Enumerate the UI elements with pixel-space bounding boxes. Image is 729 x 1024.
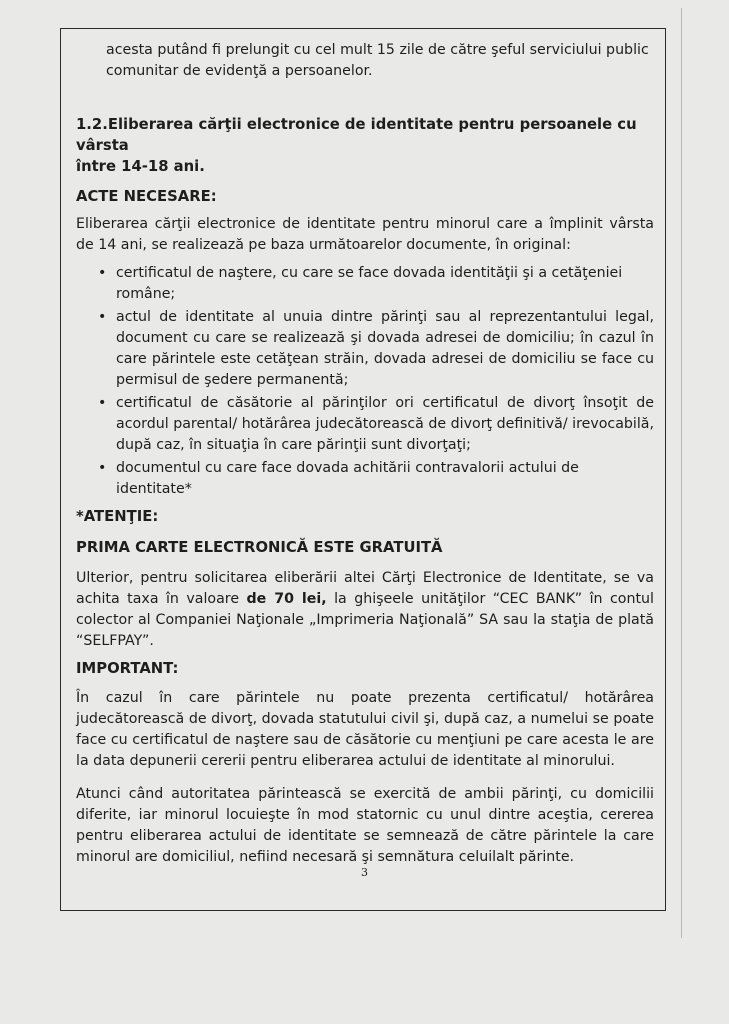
acte-necesare-heading: ACTE NECESARE: <box>76 188 217 205</box>
list-item <box>76 263 654 305</box>
atunci-paragraph: Atunci când autoritatea părintească se exercită de ambii părinţi, cu domicilii diferite, iar minorul locuieşte în mod statornic cu unul dintre aceştia, cererea pentru eliberarea actului de identitate se semnează de către părintele la care minorul are domiciliul, nefiind necesară şi semnătura celuilalt părinte. <box>76 786 654 865</box>
continuation-line-2: comunitar de evidenţă a persoanelor. <box>106 63 373 79</box>
paper-edge <box>681 8 682 938</box>
ulterior-text-2: la ghişeele unităţilor “CEC BANK” în contul colector al Companiei Naţionale „Imprimeria Naţională” SA sau la staţia de plată “SELFPAY”. <box>76 591 654 649</box>
important-paragraph: În cazul în care părintele nu poate prezenta certificatul/ hotărârea judecătorească de divorţ, dovada statutului civil şi, după caz, a numelui se poate face cu certificatul de naştere sau de căsătorie cu menţiuni pe care acesta le are la data depunerii cererii pentru eliberarea actului de identitate al minorului. <box>76 690 654 769</box>
gratuita-heading: PRIMA CARTE ELECTRONICĂ ESTE GRATUITĂ <box>76 539 443 556</box>
bullet-icon: • <box>98 395 107 411</box>
section-title <box>76 114 654 177</box>
ulterior-paragraph <box>76 568 654 652</box>
bullet-icon: • <box>98 460 107 476</box>
document-body <box>76 40 654 868</box>
bullet-icon: • <box>98 265 107 281</box>
list-item-text: certificatul de căsătorie al părinţilor ori certificatul de divorţ însoţit de acordul parental/ hotărârea judecătorească de divorţ definitivă/ irevocabilă, după caz, în situaţia în care părinţii sunt divorţaţi; <box>116 395 654 453</box>
section-title-line-1: 1.2.Eliberarea cărţii electronice de identitate pentru persoanele cu vârsta <box>76 116 637 154</box>
acte-intro-paragraph: Eliberarea cărţii electronice de identitate pentru minorul care a împlinit vârsta de 14 ani, se realizează pe baza următoarelor documente, în original: <box>76 216 654 253</box>
documents-list <box>76 263 654 500</box>
ulterior-text-1: Ulterior, pentru solicitarea eliberării altei Cărţi Electronice de Identitate, se va achita taxa în valoare <box>76 570 654 607</box>
list-item <box>76 393 654 456</box>
list-item-text: certificatul de naştere, cu care se face dovada identităţii şi a cetăţeniei române; <box>116 265 623 302</box>
important-heading: IMPORTANT: <box>76 660 179 677</box>
fee-amount: de 70 lei, <box>246 591 327 607</box>
bullet-icon: • <box>98 309 107 325</box>
list-item <box>76 458 654 500</box>
list-item-text: documentul cu care face dovada achitării contravalorii actului de identitate* <box>116 460 579 497</box>
list-item-text: actul de identitate al unuia dintre părinţi sau al reprezentantului legal, document cu care se realizează şi dovada adresei de domiciliu; în cazul în care părintele este cetăţean străin, dovada adresei de domiciliu se face cu permisul de şedere permanentă; <box>116 309 654 388</box>
atentie-heading: *ATENŢIE: <box>76 508 159 525</box>
list-item <box>76 307 654 391</box>
section-title-line-2: între 14-18 ani. <box>76 158 205 175</box>
continuation-line-1: acesta putând fi prelungit cu cel mult 15 zile de către şeful serviciului public <box>106 42 649 58</box>
page-number: 3 <box>361 866 368 879</box>
